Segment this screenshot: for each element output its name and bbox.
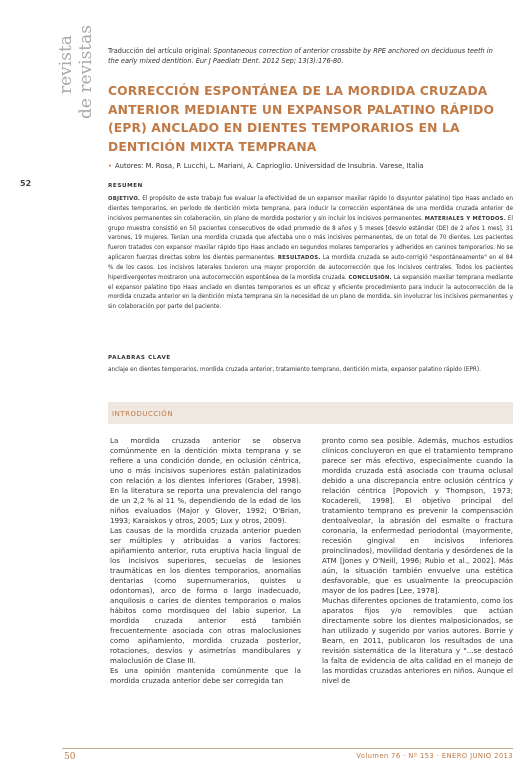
footer-page-number: 50 [64,752,76,762]
abstract-conclusion: La expansión maxilar temprana mediante el expansor palatino tipo Haas anclado en dientes temporarios es un eficaz y eficiente procedimiento para inducir la autocorrección de la mordida cruzada anterior en la dentición mixta temprana sin la necesidad de un plano de mordida, sin involucrar los incisivos permanentes y sin colaboración por parte del paciente. [108,274,513,311]
body-paragraph: La mordida cruzada anterior se observa comúnmente en la dentición mixta temprana y se refiere a una condición donde, en oclusión céntrica, uno o más incisivos superiores están palatinizados con relación a los dientes inferiores (Graber, 1998). En la literatura se reporta una prevalencia del rango de un 2,2 % al 11 %, dependiendo de la edad de los niños evaluados (Major y Glover, 1992; O'Brian, 1993; Karaiskos y otros, 2005; Lux y otros, 2009). [110,436,301,526]
footer-volume: Volumen 76 · Nº 153 · ENERO JUNIO 2013 [356,752,513,760]
journal-logo [56,24,96,144]
translation-title: Spontaneous correction of anterior crossbite by RPE anchored on deciduous teeth in the early mixed dentition. Eur J Paediatr Dent. 2012 Sep; 13(3):176-80. [108,47,493,66]
article-title: CORRECCIÓN ESPONTÁNEA DE LA MORDIDA CRUZADA ANTERIOR MEDIANTE UN EXPANSOR PALATINO RÁPIDO (EPR) ANCLADO EN DIENTES TEMPORARIOS EN LA DENTICIÓN MIXTA TEMPRANA [108,84,495,154]
abstract-label-resultados: RESULTADOS. [277,255,321,262]
footer-divider [62,748,513,749]
bullet-icon: • [108,162,113,170]
body-paragraph: Muchas diferentes opciones de tratamiento, como los aparatos fijos y/o removibles que actúan directamente sobre los dientes malposicionados, se han utilizado y sugerido por varios autores. Borrie y Bearn, en 2011, publicaron los resultados de una revisión sistemática de la literatura y "...se destacó la falta de evidencia de alta calidad en el manejo de las mordidas cruzadas anteriores en niños. Aunque el nivel de [322,596,513,686]
translation-note [108,46,503,67]
abstract-label-materiales: MATERIALES Y MÉTODOS. [424,215,506,222]
page-number-top: 52 [20,179,32,188]
abstract-label-objetivo: OBJETIVO. [108,196,141,202]
authors-line [108,162,508,170]
authors-text: Autores: M. Rosa, P. Lucchi, L. Mariani, A. Caprioglio. Universidad de Insubria. Varese, Italia [115,162,424,170]
abstract-heading: RESUMEN [108,183,143,189]
body-paragraph: Las causas de la mordida cruzada anterior pueden ser múltiples y atribuidas a varios factores: apiñamiento anterior, ruta eruptiva hacia lingual de los incisivos superiores, secuelas de lesiones traumáticas en los dientes temporarios, anomalías dentarias (como supernumerarios, quistes u odontomas), arco de forma o largo inadecuado, anquilosis o caries de dientes temporarios o malos hábitos como mordisqueo del labio superior. La mordida cruzada anterior está también frecuentemente asociada con otras maloclusiones como apiñamiento, mordida cruzada posterior, rotaciones, desvíos y asimetrías mandibulares y maloclusión de Clase III. [110,526,301,666]
abstract-label-conclusion: CONCLUSIÓN. [348,274,392,281]
abstract-materiales: El grupo muestra consistió en 50 pacientes consecutivos de edad promedio de 8 años y 5 meses [desvío estándar (DE) de 2 años 1 mes], 31 varones, 19 mujeres. Tenían una mordida cruzada que afectaba uno o más incisivos permanentes, de un total de 70 dientes. Los pacientes fueron tratados con expansor maxilar rápido tipo Haas anclado en segundos molares temporarios y adheridos en caninos temporarios. No se aplicaron fuerzas directas sobre los dientes permanentes. [108,215,513,262]
abstract-objetivo: El propósito de este trabajo fue evaluar la efectividad de un expansor maxilar rápido (o disyuntor palatino) tipo Haas anclado en dientes temporarios, en período de dentición mixta temprana, para inducir la corrección espontánea de una mordida cruzada anterior de incisivos permanentes sin colaboración, sin plano de mordida posterior y sin incluir los incisivos permanentes. [108,196,513,222]
translation-prefix: Traducción del artículo original: [108,47,214,55]
journal-logo-line1: revista [56,35,76,94]
body-paragraph: Es una opinión mantenida comúnmente que la mordida cruzada anterior debe ser corregida tan [110,666,301,686]
abstract-resultados: La mordida cruzada se auto-corrigió "espontáneamente" en el 84 % de los casos. Los incisivos laterales tuvieron una mayor proporción de autocorrección que los incisivos centrales. Todos los pacientes hiperdivergentes mostraron una autocorrección espontánea de la mordida cruzada. [108,255,514,281]
abstract-text [108,195,513,313]
body-paragraph: pronto como sea posible. Además, muchos estudios clínicos concluyeron en que el tratamiento temprano parece ser más efectivo, especialmente cuando la mordida cruzada está asociada con trauma oclusal debido a una discrepancia entre oclusión céntrica y relación céntrica [Popovich y Thompson, 1973; Kocadereli, 1998]. El objetivo principal del tratamiento temprano es prevenir la compensación dentoalveolar, la abrasión del esmalte o fractura coronaria, la enfermedad periodontal (mayormente, recesión gingival en incisivos inferiores proinclinados), movilidad dentaria y desórdenes de la ATM [Jones y O'Neill, 1996; Rubio et al., 2002]. Más aún, la situación también envuelve una estética desfavorable, que es usualmente la preocupación mayor de los padres [Lee, 1978]. [322,436,513,596]
keywords-text: anclaje en dientes temporarios, mordida cruzada anterior, tratamiento temprano, dentición mixta, expansor palatino rápido (EPR). [108,367,481,373]
body-column-right [322,436,513,686]
section-heading-introduccion: INTRODUCCIÓN [112,410,174,418]
journal-logo-line2: de revistas [76,25,96,119]
keywords-heading: PALABRAS CLAVE [108,355,171,361]
body-column-left [110,436,301,686]
